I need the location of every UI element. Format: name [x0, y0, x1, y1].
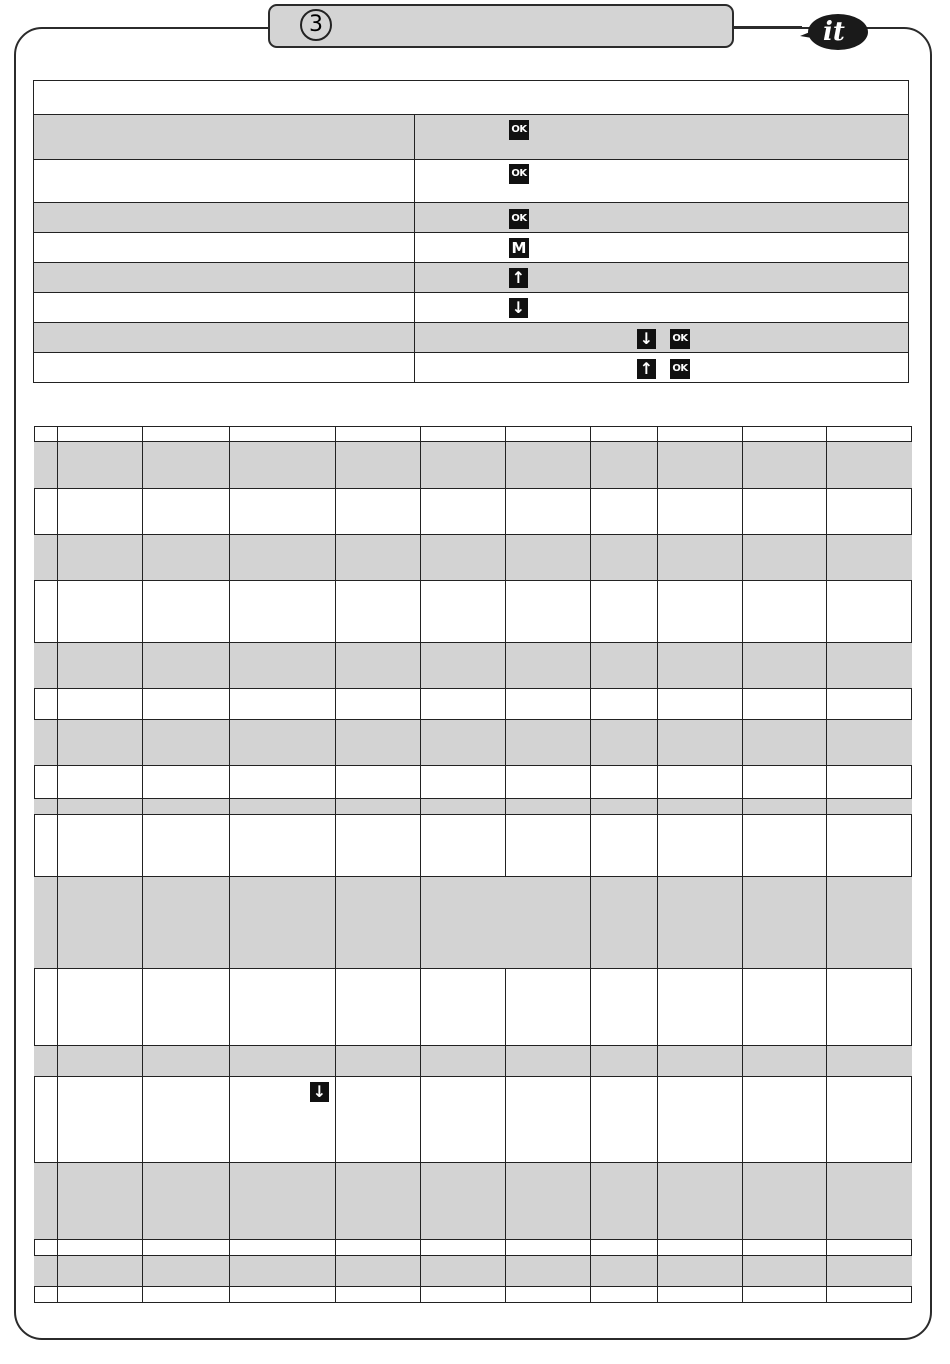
- grid-row: [34, 643, 912, 689]
- grid-column-divider: [335, 799, 336, 814]
- grid-row: [34, 689, 912, 720]
- grid-column-divider: [505, 643, 506, 688]
- grid-column-divider: [335, 969, 336, 1045]
- grid-column-divider: [229, 1256, 230, 1286]
- grid-column-divider: [590, 766, 591, 798]
- key-table-row: [34, 160, 908, 203]
- grid-column-divider: [420, 426, 421, 441]
- grid-column-divider: [505, 1287, 506, 1302]
- grid-column-divider: [826, 799, 827, 814]
- grid-row: [34, 1287, 912, 1303]
- grid-row: [34, 535, 912, 581]
- grid-column-divider: [420, 581, 421, 642]
- grid-column-divider: [229, 1240, 230, 1255]
- grid-column-divider: [420, 969, 421, 1045]
- grid-column-divider: [742, 1046, 743, 1076]
- grid-row: [34, 877, 912, 969]
- grid-column-divider: [505, 1256, 506, 1286]
- grid-column-divider: [657, 535, 658, 580]
- grid-column-divider: [229, 581, 230, 642]
- grid-column-divider: [590, 969, 591, 1045]
- grid-column-divider: [590, 581, 591, 642]
- grid-column-divider: [229, 1163, 230, 1239]
- down-arrow-key-icon: ↓: [310, 1082, 329, 1102]
- grid-column-divider: [335, 1077, 336, 1162]
- grid-column-divider: [335, 815, 336, 876]
- grid-column-divider: [742, 1163, 743, 1239]
- grid-column-divider: [742, 766, 743, 798]
- grid-column-divider: [826, 815, 827, 876]
- grid-column-divider: [57, 877, 58, 968]
- grid-column-divider: [142, 1256, 143, 1286]
- grid-column-divider: [826, 1046, 827, 1076]
- grid-column-divider: [57, 442, 58, 488]
- language-code: it: [823, 17, 845, 47]
- grid-column-divider: [229, 535, 230, 580]
- up-arrow-key-icon: ↑: [637, 359, 656, 379]
- grid-column-divider: [57, 689, 58, 719]
- grid-column-divider: [590, 799, 591, 814]
- grid-column-divider: [742, 426, 743, 441]
- ok-key-icon: OK: [509, 164, 529, 184]
- grid-column-divider: [335, 442, 336, 488]
- grid-column-divider: [335, 1287, 336, 1302]
- grid-column-divider: [57, 1046, 58, 1076]
- grid-column-divider: [590, 1077, 591, 1162]
- grid-column-divider: [142, 489, 143, 534]
- grid-column-divider: [420, 489, 421, 534]
- down-arrow-key-icon: ↓: [509, 298, 528, 318]
- grid-column-divider: [229, 720, 230, 765]
- grid-column-divider: [229, 1077, 230, 1162]
- grid-column-divider: [335, 689, 336, 719]
- grid-column-divider: [142, 877, 143, 968]
- grid-column-divider: [742, 1077, 743, 1162]
- grid-column-divider: [142, 1287, 143, 1302]
- grid-column-divider: [142, 535, 143, 580]
- grid-column-divider: [590, 1256, 591, 1286]
- up-arrow-key-icon: ↑: [509, 268, 528, 288]
- grid-column-divider: [335, 426, 336, 441]
- grid-column-divider: [826, 426, 827, 441]
- grid-column-divider: [335, 643, 336, 688]
- grid-column-divider: [657, 720, 658, 765]
- key-table-row: [34, 203, 908, 233]
- grid-column-divider: [142, 969, 143, 1045]
- down-arrow-key-icon: ↓: [637, 329, 656, 349]
- grid-column-divider: [826, 1077, 827, 1162]
- grid-column-divider: [742, 581, 743, 642]
- grid-column-divider: [590, 442, 591, 488]
- grid-column-divider: [657, 489, 658, 534]
- grid-row: [34, 1046, 912, 1077]
- grid-column-divider: [826, 535, 827, 580]
- grid-column-divider: [505, 1240, 506, 1255]
- grid-column-divider: [57, 1077, 58, 1162]
- grid-column-divider: [826, 1256, 827, 1286]
- grid-row: [34, 815, 912, 877]
- ok-key-icon: OK: [509, 209, 529, 229]
- grid-column-divider: [335, 766, 336, 798]
- grid-column-divider: [229, 969, 230, 1045]
- grid-column-divider: [229, 1046, 230, 1076]
- grid-column-divider: [420, 643, 421, 688]
- grid-column-divider: [590, 1240, 591, 1255]
- grid-column-divider: [335, 1163, 336, 1239]
- grid-column-divider: [229, 689, 230, 719]
- grid-column-divider: [505, 815, 506, 876]
- grid-column-divider: [229, 799, 230, 814]
- grid-column-divider: [657, 643, 658, 688]
- grid-column-divider: [505, 969, 506, 1045]
- grid-column-divider: [420, 877, 421, 968]
- grid-row: [34, 581, 912, 643]
- grid-column-divider: [590, 1287, 591, 1302]
- grid-column-divider: [420, 1256, 421, 1286]
- grid-column-divider: [742, 877, 743, 968]
- grid-column-divider: [229, 766, 230, 798]
- grid-column-divider: [742, 1240, 743, 1255]
- grid-column-divider: [505, 581, 506, 642]
- grid-column-divider: [142, 720, 143, 765]
- grid-column-divider: [505, 766, 506, 798]
- grid-column-divider: [505, 489, 506, 534]
- grid-column-divider: [826, 1240, 827, 1255]
- grid-column-divider: [657, 1077, 658, 1162]
- grid-column-divider: [657, 426, 658, 441]
- grid-column-divider: [57, 581, 58, 642]
- grid-column-divider: [229, 815, 230, 876]
- key-table-row: [34, 323, 908, 353]
- grid-column-divider: [657, 815, 658, 876]
- grid-column-divider: [657, 689, 658, 719]
- grid-column-divider: [57, 1240, 58, 1255]
- grid-column-divider: [505, 1046, 506, 1076]
- menu-key-label: M: [511, 239, 527, 257]
- grid-column-divider: [590, 877, 591, 968]
- grid-column-divider: [57, 1163, 58, 1239]
- ok-key-icon: OK: [670, 359, 690, 379]
- ok-key-icon: OK: [670, 329, 690, 349]
- grid-column-divider: [742, 1256, 743, 1286]
- grid-column-divider: [657, 1287, 658, 1302]
- grid-column-divider: [657, 1256, 658, 1286]
- grid-row: [34, 766, 912, 799]
- chapter-tab: [268, 4, 734, 48]
- grid-column-divider: [420, 1077, 421, 1162]
- key-table-title-row: [34, 81, 908, 115]
- grid-column-divider: [742, 442, 743, 488]
- grid-column-divider: [420, 799, 421, 814]
- grid-column-divider: [420, 689, 421, 719]
- grid-column-divider: [590, 1163, 591, 1239]
- grid-column-divider: [57, 969, 58, 1045]
- grid-column-divider: [229, 877, 230, 968]
- grid-column-divider: [229, 1287, 230, 1302]
- grid-column-divider: [826, 766, 827, 798]
- grid-column-divider: [57, 815, 58, 876]
- grid-row: [34, 442, 912, 489]
- grid-row: [34, 426, 912, 442]
- grid-row: [34, 1240, 912, 1256]
- key-table-row: [34, 233, 908, 263]
- grid-column-divider: [142, 1240, 143, 1255]
- grid-row: [34, 1077, 912, 1163]
- grid-column-divider: [505, 689, 506, 719]
- grid-column-divider: [420, 766, 421, 798]
- grid-column-divider: [742, 489, 743, 534]
- grid-column-divider: [142, 1077, 143, 1162]
- grid-column-divider: [742, 969, 743, 1045]
- grid-column-divider: [742, 799, 743, 814]
- grid-column-divider: [142, 442, 143, 488]
- grid-column-divider: [57, 1287, 58, 1302]
- grid-column-divider: [505, 426, 506, 441]
- grid-column-divider: [57, 489, 58, 534]
- key-table-row: [34, 115, 908, 160]
- grid-column-divider: [57, 643, 58, 688]
- grid-column-divider: [229, 426, 230, 441]
- grid-column-divider: [826, 1287, 827, 1302]
- grid-column-divider: [590, 689, 591, 719]
- grid-column-divider: [142, 1046, 143, 1076]
- grid-column-divider: [229, 489, 230, 534]
- grid-column-divider: [742, 689, 743, 719]
- grid-column-divider: [505, 535, 506, 580]
- grid-row: [34, 489, 912, 535]
- grid-column-divider: [657, 1163, 658, 1239]
- grid-row: [34, 799, 912, 815]
- grid-row: [34, 1163, 912, 1240]
- grid-column-divider: [657, 766, 658, 798]
- key-table-row: [34, 263, 908, 293]
- grid-column-divider: [505, 720, 506, 765]
- grid-row: [34, 720, 912, 766]
- key-table-row: [34, 293, 908, 323]
- grid-column-divider: [420, 1163, 421, 1239]
- grid-column-divider: [826, 581, 827, 642]
- grid-column-divider: [57, 535, 58, 580]
- grid-column-divider: [335, 877, 336, 968]
- grid-column-divider: [590, 643, 591, 688]
- grid-column-divider: [57, 720, 58, 765]
- grid-column-divider: [590, 489, 591, 534]
- grid-column-divider: [826, 1163, 827, 1239]
- grid-column-divider: [590, 426, 591, 441]
- grid-column-divider: [657, 799, 658, 814]
- grid-column-divider: [505, 1077, 506, 1162]
- grid-row: [34, 1256, 912, 1287]
- grid-column-divider: [142, 581, 143, 642]
- grid-column-divider: [657, 581, 658, 642]
- ok-key-icon: OK: [509, 120, 529, 140]
- grid-column-divider: [142, 426, 143, 441]
- grid-column-divider: [826, 489, 827, 534]
- grid-column-divider: [742, 535, 743, 580]
- grid-column-divider: [657, 1046, 658, 1076]
- grid-column-divider: [826, 720, 827, 765]
- grid-column-divider: [57, 766, 58, 798]
- grid-column-divider: [142, 689, 143, 719]
- key-table-row: [34, 353, 908, 382]
- grid-column-divider: [590, 535, 591, 580]
- grid-column-divider: [142, 1163, 143, 1239]
- grid-column-divider: [657, 969, 658, 1045]
- grid-column-divider: [742, 720, 743, 765]
- grid-column-divider: [335, 581, 336, 642]
- grid-column-divider: [420, 815, 421, 876]
- grid-column-divider: [57, 426, 58, 441]
- grid-column-divider: [742, 643, 743, 688]
- grid-column-divider: [742, 815, 743, 876]
- grid-column-divider: [229, 442, 230, 488]
- grid-column-divider: [420, 442, 421, 488]
- grid-column-divider: [505, 799, 506, 814]
- grid-column-divider: [420, 535, 421, 580]
- grid-column-divider: [335, 1046, 336, 1076]
- grid-column-divider: [590, 720, 591, 765]
- grid-column-divider: [826, 643, 827, 688]
- grid-column-divider: [420, 1287, 421, 1302]
- grid-column-divider: [420, 1046, 421, 1076]
- grid-column-divider: [57, 1256, 58, 1286]
- key-function-table: [33, 80, 909, 383]
- grid-column-divider: [590, 815, 591, 876]
- grid-column-divider: [657, 442, 658, 488]
- grid-column-divider: [505, 1163, 506, 1239]
- grid-column-divider: [590, 1046, 591, 1076]
- grid-column-divider: [142, 799, 143, 814]
- grid-column-divider: [335, 1240, 336, 1255]
- menu-key-icon: [509, 238, 529, 258]
- grid-column-divider: [657, 877, 658, 968]
- grid-column-divider: [335, 489, 336, 534]
- header-rule-right: [734, 26, 802, 28]
- grid-column-divider: [505, 442, 506, 488]
- grid-column-divider: [57, 799, 58, 814]
- grid-column-divider: [335, 535, 336, 580]
- grid-row: [34, 969, 912, 1046]
- language-badge: [800, 12, 868, 52]
- grid-column-divider: [229, 643, 230, 688]
- grid-column-divider: [142, 643, 143, 688]
- grid-column-divider: [742, 1287, 743, 1302]
- grid-column-divider: [335, 720, 336, 765]
- chapter-number: 3: [300, 9, 332, 41]
- grid-column-divider: [420, 1240, 421, 1255]
- grid-column-divider: [826, 877, 827, 968]
- grid-column-divider: [826, 442, 827, 488]
- grid-column-divider: [657, 1240, 658, 1255]
- grid-column-divider: [142, 766, 143, 798]
- grid-column-divider: [826, 969, 827, 1045]
- grid-column-divider: [142, 815, 143, 876]
- grid-column-divider: [420, 720, 421, 765]
- grid-column-divider: [335, 1256, 336, 1286]
- grid-column-divider: [826, 689, 827, 719]
